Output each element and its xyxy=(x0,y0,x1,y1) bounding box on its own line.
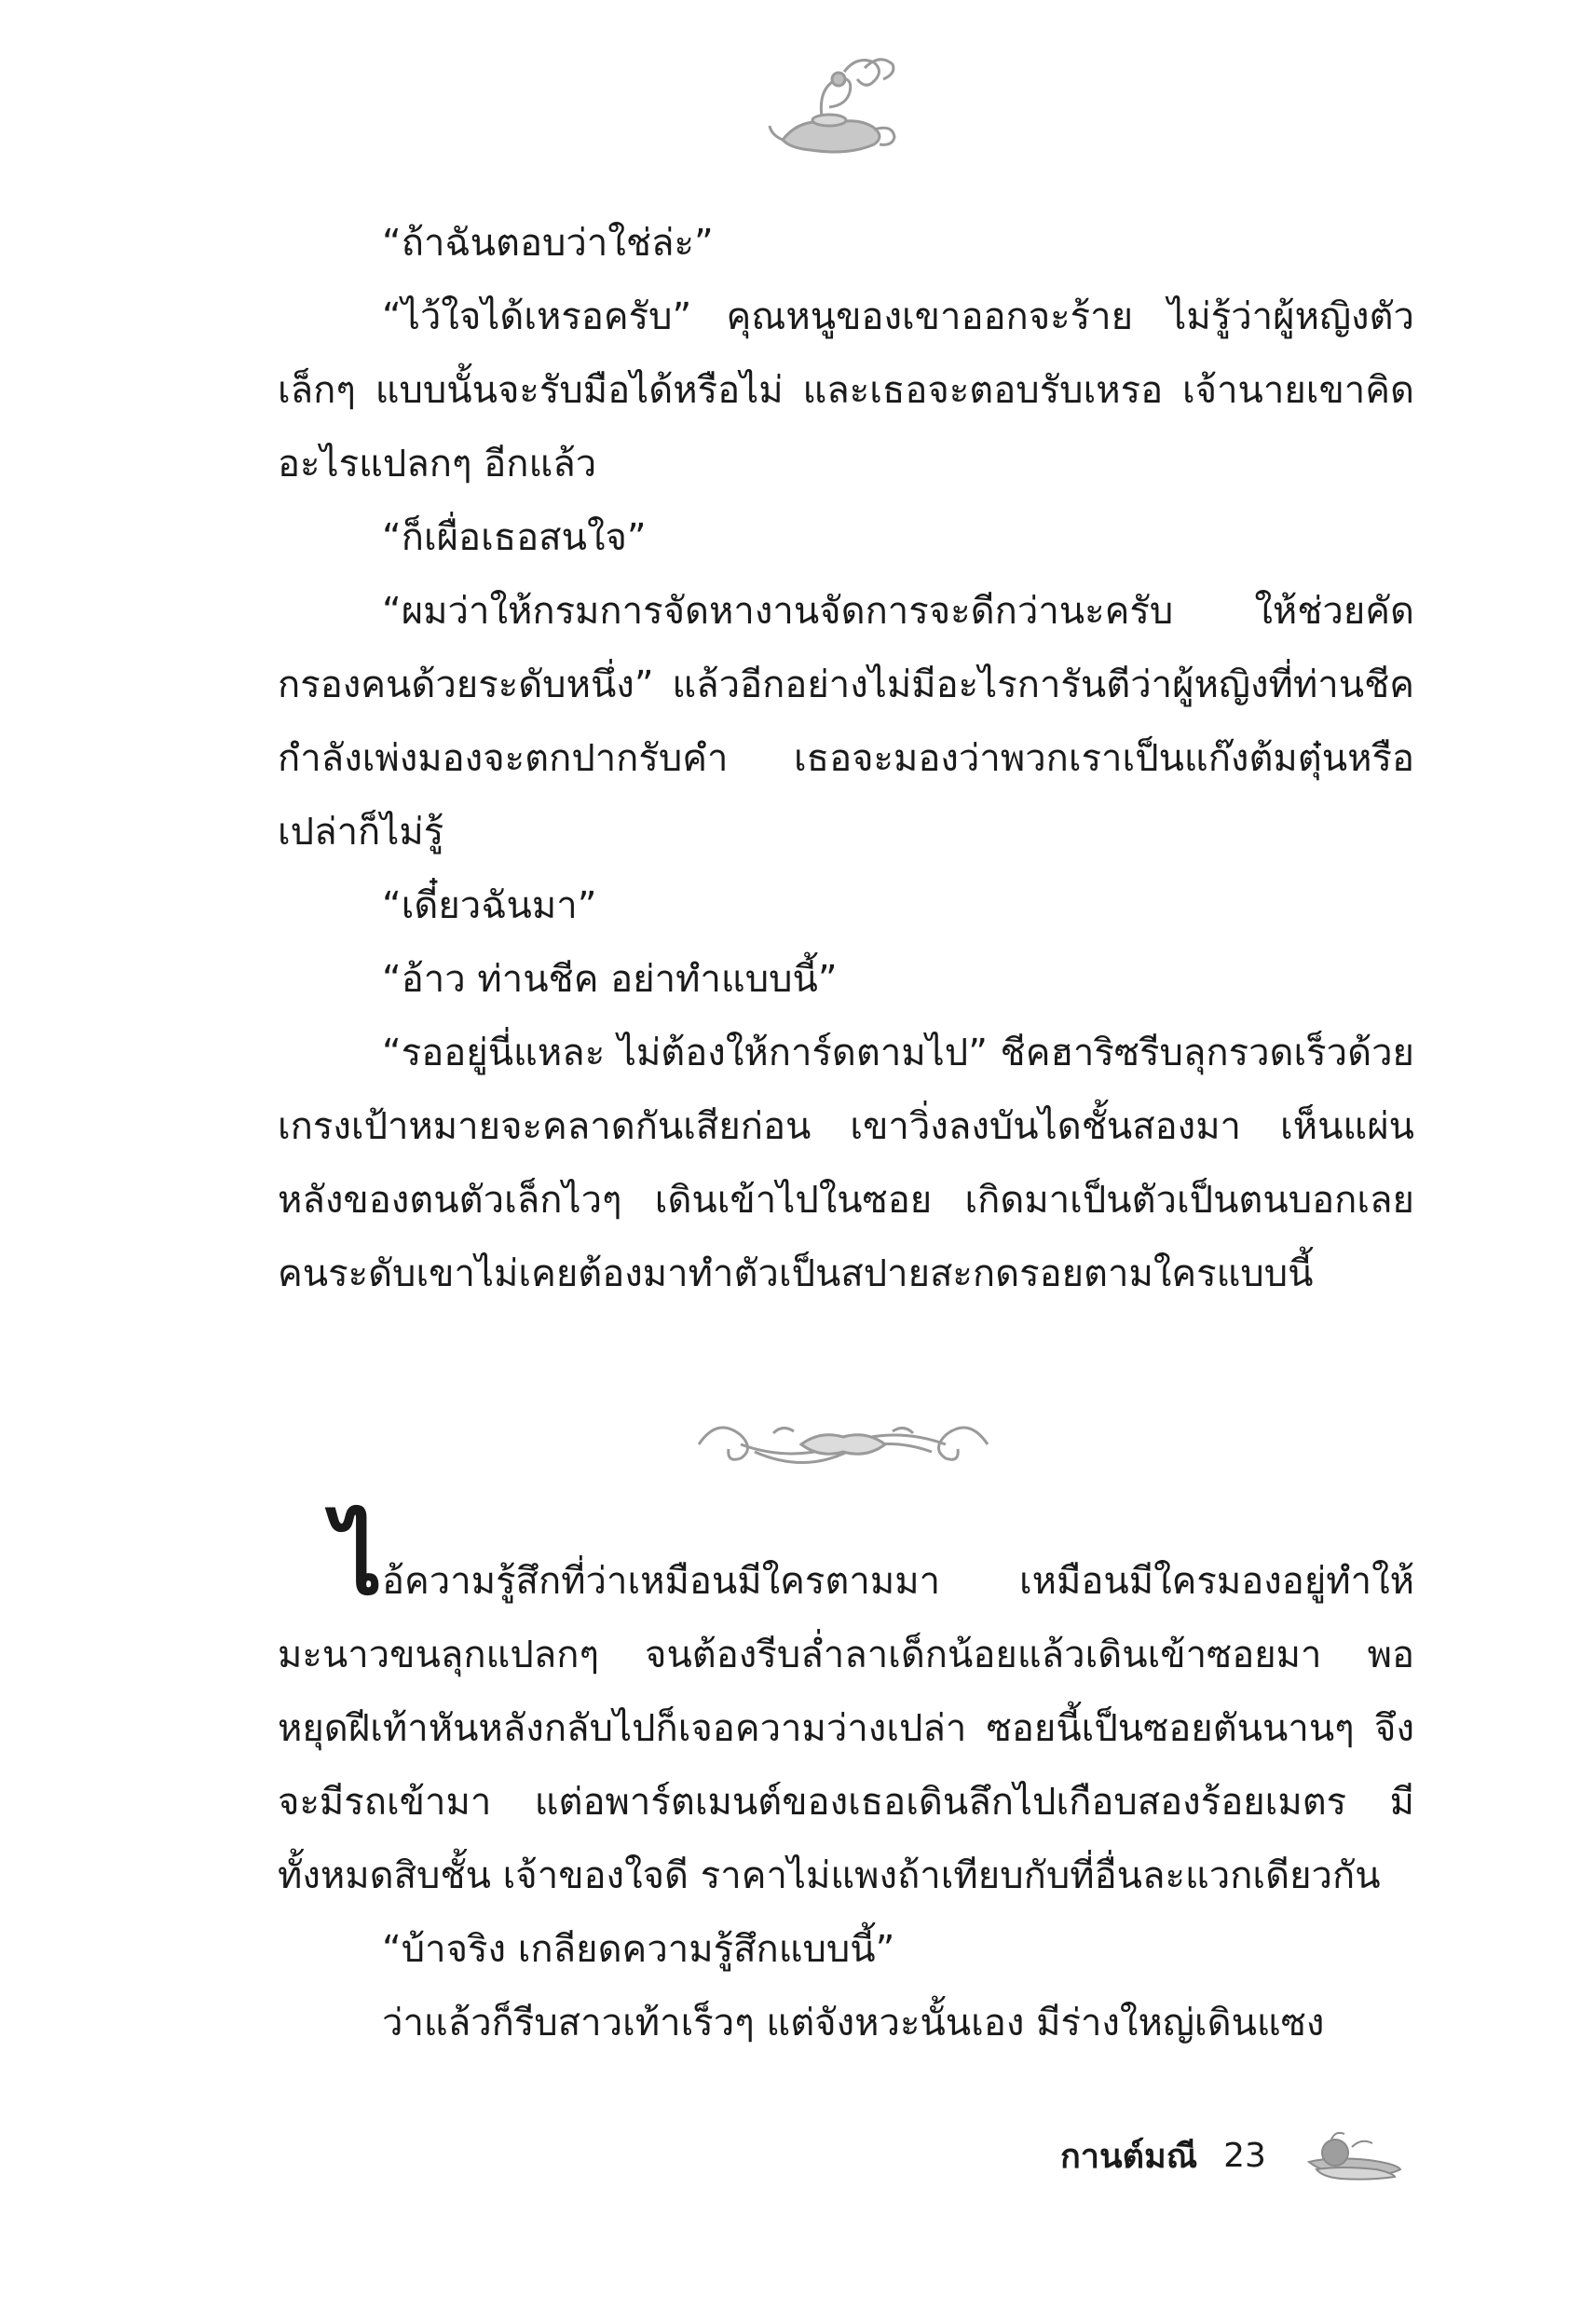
paragraph: “บ้าจริง เกลียดความรู้สึกแบบนี้” xyxy=(382,1928,895,1971)
paragraph-with-dropcap xyxy=(278,1502,1414,1913)
page-footer xyxy=(1060,2127,1406,2183)
paragraph: “ก็เผื่อเธอสนใจ” xyxy=(382,516,647,559)
genie-lamp-icon xyxy=(764,51,904,163)
paragraph: “ไว้ใจได้เหรอครับ” คุณหนูของเขาออกจะร้าย ไม่รู้ว่าผู้หญิงตัวเล็กๆ แบบนั้นจะรับมือได้หรือไม่ และเธอจะตอบรับเหรอ เจ้านายเขาคิดอะไรแปลกๆ อีกแล้ว xyxy=(278,295,1414,485)
text-block-2 xyxy=(278,1502,1414,2060)
vegetables-icon xyxy=(1303,2128,1406,2182)
paragraph: “ถ้าฉันตอบว่าใช่ล่ะ” xyxy=(382,222,714,265)
running-title: กานต์มณี xyxy=(1060,2137,1198,2176)
text-block-1 xyxy=(278,207,1414,1311)
paragraph: “เดี๋ยวฉันมา” xyxy=(382,884,597,927)
page-number: 23 xyxy=(1223,2136,1266,2175)
drop-cap: ไ xyxy=(333,1502,382,1617)
paragraph: “รออยู่นี่แหละ ไม่ต้องให้การ์ดตามไป” ชีคฮาริซรีบลุกรวดเร็วด้วยเกรงเป้าหมายจะคลาดกันเสียก่อน เขาวิ่งลงบันไดชั้นสองมา เห็นแผ่นหลังของตนตัวเล็กไวๆ เดินเข้าไปในซอย เกิดมาเป็นตัวเป็นตนบอกเลยคนระดับเขาไม่เคยต้องมาทำตัวเป็นสปายสะกดรอยตามใครแบบนี้ xyxy=(278,1032,1414,1295)
paragraph: ว่าแล้วก็รีบสาวเท้าเร็วๆ แต่จังหวะนั้นเอง มีร่างใหญ่เดินแซง xyxy=(382,2002,1325,2044)
paragraph: “ผมว่าให้กรมการจัดหางานจัดการจะดีกว่านะครับ ให้ช่วยคัดกรองคนด้วยระดับหนึ่ง” แล้วอีกอย่างไม่มีอะไรการันตีว่าผู้หญิงที่ท่านชีคกำลังเพ่งมองจะตกปากรับคำ เธอจะมองว่าพวกเราเป็นแก๊งต้มตุ๋นหรือเปล่าก็ไม่รู้ xyxy=(278,590,1414,854)
ornamental-divider-icon xyxy=(689,1407,997,1482)
paragraph-text: อ้ความรู้สึกที่ว่าเหมือนมีใครตามมา เหมือนมีใครมองอยู่ทำให้มะนาวขนลุกแปลกๆ จนต้องรีบล่ำลาเด็กน้อยแล้วเดินเข้าซอยมา พอหยุดฝีเท้าหันหลังกลับไปก็เจอความว่างเปล่า ซอยนี้เป็นซอยตันนานๆ จึงจะมีรถเข้ามา แต่อพาร์ตเมนต์ของเธอเดินลึกไปเกือบสองร้อยเมตร มีทั้งหมดสิบชั้น เจ้าของใจดี ราคาไม่แพงถ้าเทียบกับที่อื่นละแวกเดียวกัน xyxy=(278,1560,1414,1897)
paragraph: “อ้าว ท่านชีค อย่าทำแบบนี้” xyxy=(382,958,838,1001)
